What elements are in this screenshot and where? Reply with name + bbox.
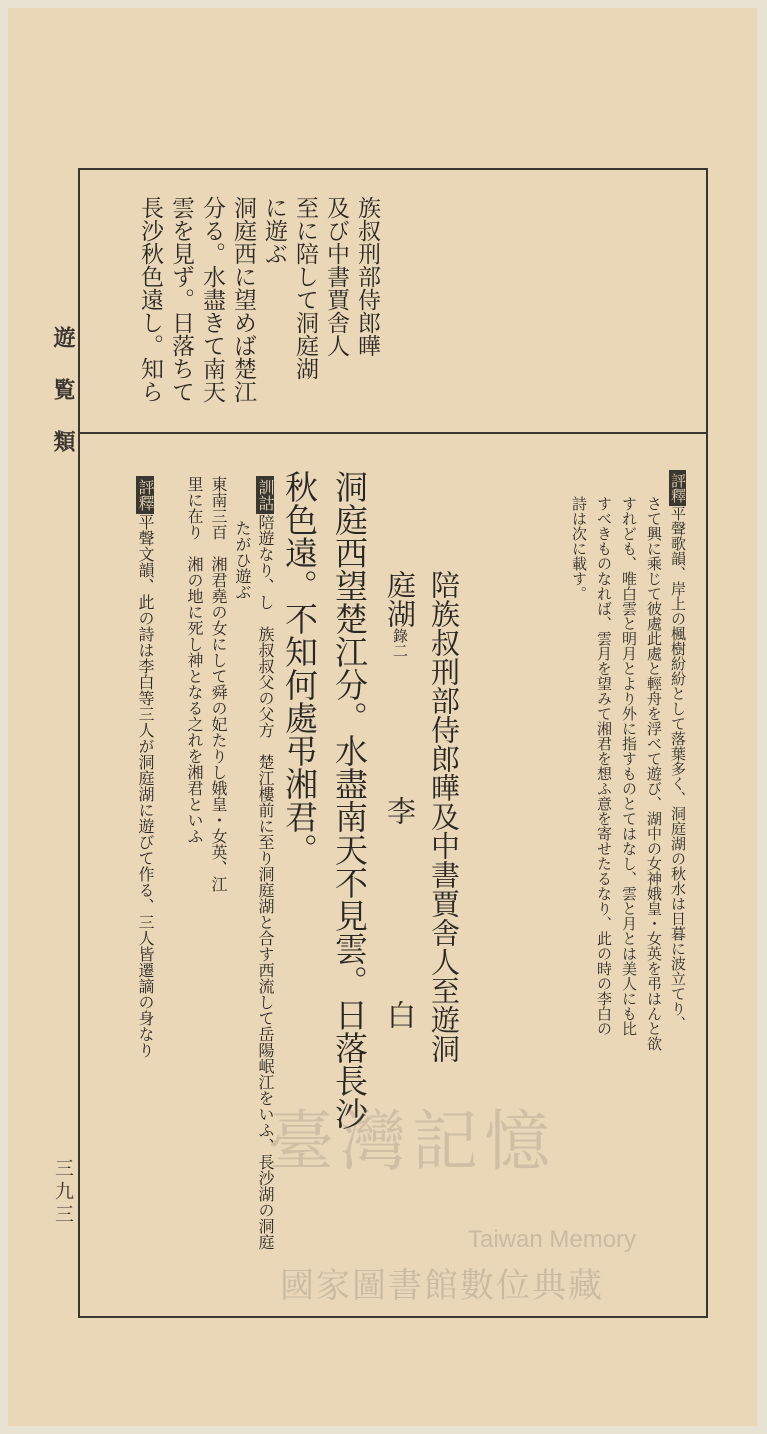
watermark-english: Taiwan Memory — [468, 1226, 637, 1253]
commentary-line: すべきものなれば、雲月を望みて湘君を想ふ意を寄せたるなり、此の時の李白の — [595, 496, 613, 1036]
poem-title-line-2: 庭湖錄二 — [383, 570, 417, 658]
running-head: 遊覧類 — [50, 326, 76, 482]
commentary-line: さて興に乘じて彼處此處と輕舟を浮べて遊び、湖中の女神娥皇・女英を弔はんと欲 — [645, 496, 663, 1051]
author-given-name: 白 — [383, 1000, 417, 1029]
commentary-line: すれども、唯白雲と明月とより外に指すものとてはなし、雲と月とは美人にも比 — [620, 496, 638, 1036]
poem-line: 洞庭西望楚江分。水盡南天不見雲。日落長沙 — [330, 470, 369, 1130]
reading-line: 洞庭西に望めば楚江 — [230, 196, 256, 403]
gloss-line: 里に在り 湘の地に死し神となる之れを湘君といふ — [185, 476, 204, 844]
poem-line: 秋色遠。不知何處弔湘君。 — [280, 470, 319, 866]
reading-line: に遊ぶ — [261, 196, 287, 265]
commentary-line: 評釋平聲歌韻、岸上の楓樹紛紛として落葉多く、洞庭湖の秋水は日暮に波立てり、 — [669, 470, 686, 1031]
watermark-main: 臺灣記憶 — [268, 1103, 556, 1180]
reading-line: 長沙秋色遠し。知ら — [137, 196, 163, 403]
reading-line: 族叔刑部侍郎曄 — [354, 196, 380, 357]
book-page — [8, 8, 757, 1426]
title-note: 錄二 — [391, 628, 409, 658]
author-surname: 李 — [383, 796, 417, 825]
gloss-line: たがひ遊ぶ — [233, 520, 252, 600]
page-number: 三九三 — [52, 1158, 74, 1227]
reading-line: 分る。水盡きて南天 — [199, 196, 225, 403]
watermark-library: 國家圖書館數位典藏 — [280, 1266, 604, 1306]
commentary-bottom-line: 評釋平聲文韻、此の詩は李白等三人が洞庭湖に遊びて作る、三人皆遷謫の身なり — [136, 476, 154, 1058]
reading-line: 雲を見ず。日落ちて — [168, 196, 194, 403]
reading-line: 及び中書賈舎人 — [323, 196, 349, 357]
commentary-label: 評釋 — [669, 470, 686, 506]
section-divider — [80, 432, 706, 434]
gloss-line: 訓詁陪遊なり、し 族叔叔父の父方 楚江樓前に至り洞庭湖と合す西流して岳陽岷江をいふ、長沙湖の洞庭 — [256, 476, 274, 1250]
commentary-label: 評釋 — [136, 476, 154, 514]
gloss-line: 東南三百 湘君堯の女にして舜の妃たりし娥皇・女英、江 — [209, 476, 228, 892]
poem-title-line-1: 陪族叔刑部侍郎曄及中書賈舎人至遊洞 — [427, 570, 461, 1063]
reading-line: 至に陪して洞庭湖 — [292, 196, 318, 380]
gloss-label: 訓詁 — [256, 476, 274, 514]
commentary-line: 詩は次に載す。 — [570, 496, 588, 601]
